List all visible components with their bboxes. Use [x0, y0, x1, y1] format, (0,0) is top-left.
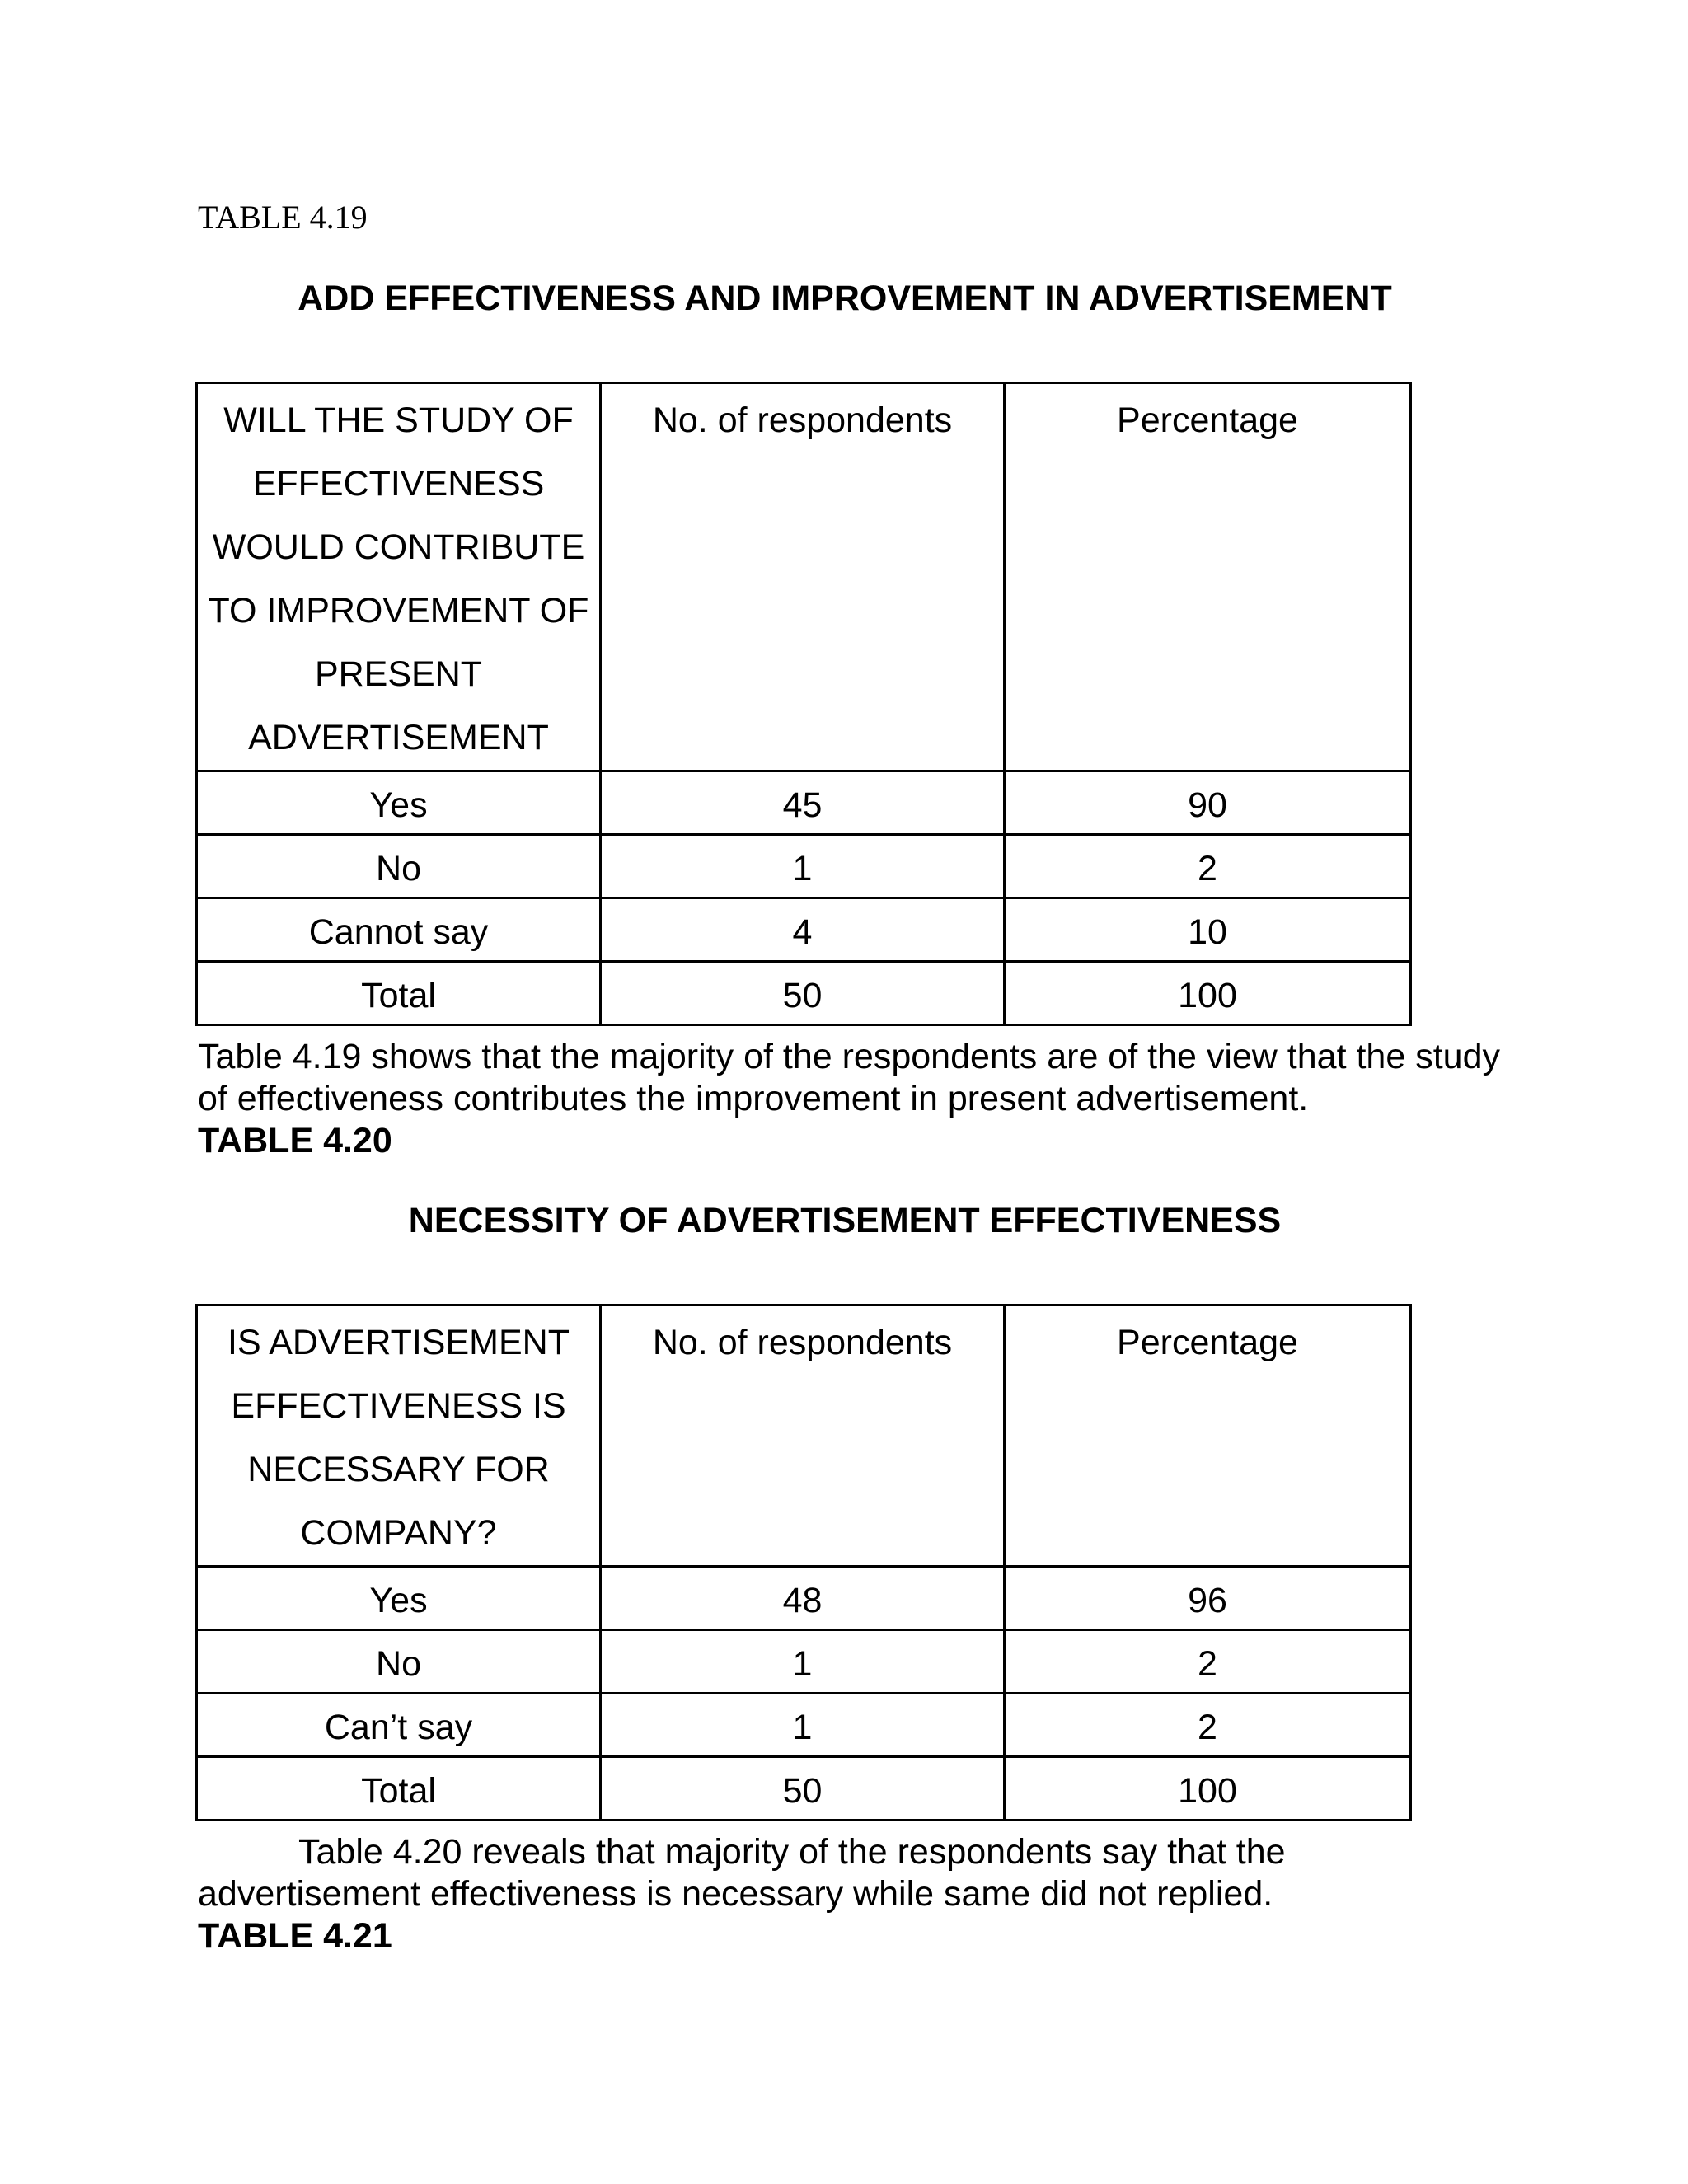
row-percentage: 100 — [1005, 962, 1411, 1025]
row-respondents: 50 — [601, 1757, 1005, 1821]
header-percentage: Percentage — [1005, 1305, 1411, 1567]
header-percentage: Percentage — [1005, 383, 1411, 771]
table-row — [197, 1694, 1411, 1757]
table-header-row — [197, 1305, 1411, 1567]
row-percentage: 2 — [1005, 835, 1411, 898]
table-4-20-caption: Table 4.20 reveals that majority of the respondents say that the advertisement effectiveness is necessary while same did not replied. — [198, 1832, 1286, 1914]
row-label: Yes — [197, 1567, 601, 1630]
row-label: Can’t say — [197, 1694, 601, 1757]
table-row — [197, 1630, 1411, 1694]
table-row — [197, 835, 1411, 898]
table-row — [197, 962, 1411, 1025]
table-4-20 — [195, 1304, 1412, 1821]
table-4-20-label: TABLE 4.20 — [198, 1121, 392, 1160]
table-row — [197, 898, 1411, 962]
row-respondents: 45 — [601, 771, 1005, 835]
row-percentage: 96 — [1005, 1567, 1411, 1630]
row-percentage: 90 — [1005, 771, 1411, 835]
table-4-19-title: ADD EFFECTIVENESS AND IMPROVEMENT IN ADVERTISEMENT — [298, 279, 1392, 318]
row-percentage: 2 — [1005, 1630, 1411, 1694]
table-4-20-title: NECESSITY OF ADVERTISEMENT EFFECTIVENESS — [408, 1201, 1282, 1240]
row-respondents: 1 — [601, 1630, 1005, 1694]
row-respondents: 50 — [601, 962, 1005, 1025]
header-question: WILL THE STUDY OF EFFECTIVENESS WOULD CONTRIBUTE TO IMPROVEMENT OF PRESENT ADVERTISEMENT — [197, 383, 601, 771]
row-label: Total — [197, 962, 601, 1025]
table-4-21-label: TABLE 4.21 — [198, 1916, 392, 1956]
table-row — [197, 1567, 1411, 1630]
row-percentage: 100 — [1005, 1757, 1411, 1821]
header-respondents: No. of respondents — [601, 383, 1005, 771]
table-4-19-caption: Table 4.19 shows that the majority of the respondents are of the view that the study of effectiveness contributes the improvement in present advertisement. — [198, 1037, 1500, 1118]
table-row — [197, 1757, 1411, 1821]
header-respondents: No. of respondents — [601, 1305, 1005, 1567]
row-respondents: 4 — [601, 898, 1005, 962]
row-label: No — [197, 1630, 601, 1694]
row-respondents: 1 — [601, 835, 1005, 898]
row-respondents: 48 — [601, 1567, 1005, 1630]
row-respondents: 1 — [601, 1694, 1005, 1757]
table-row — [197, 771, 1411, 835]
table-4-19-label: TABLE 4.19 — [198, 199, 368, 236]
row-percentage: 2 — [1005, 1694, 1411, 1757]
table-4-19 — [195, 382, 1412, 1026]
row-label: No — [197, 835, 601, 898]
table-header-row — [197, 383, 1411, 771]
row-percentage: 10 — [1005, 898, 1411, 962]
row-label: Yes — [197, 771, 601, 835]
row-label: Total — [197, 1757, 601, 1821]
header-question: IS ADVERTISEMENT EFFECTIVENESS IS NECESSARY FOR COMPANY? — [197, 1305, 601, 1567]
row-label: Cannot say — [197, 898, 601, 962]
